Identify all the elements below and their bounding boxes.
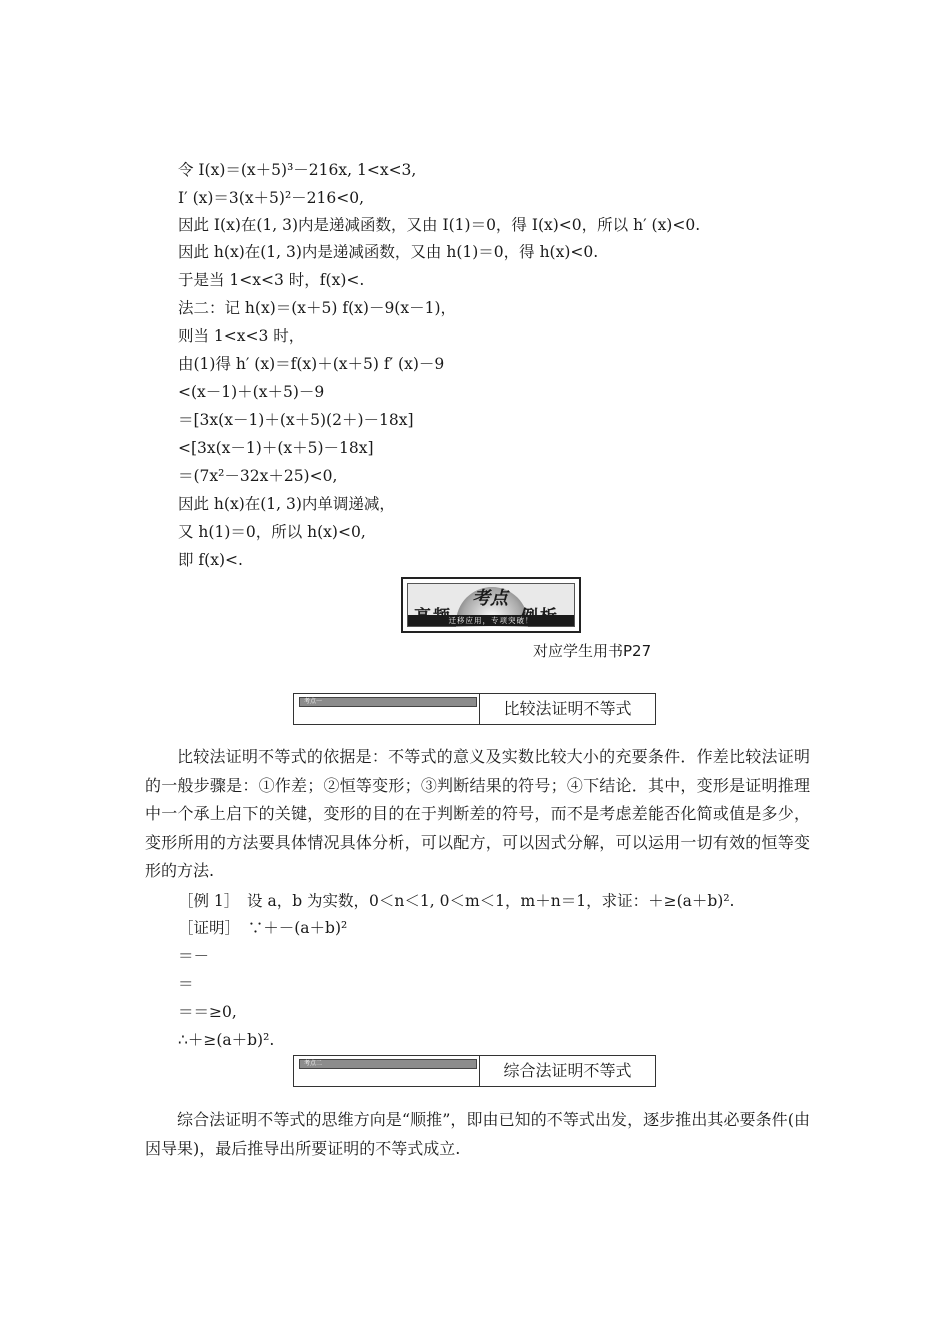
derivation-line: 则当 1<x<3 时， [178, 327, 305, 345]
example-line: ［证明］ ∵＋－(a＋b)² [178, 919, 348, 937]
kaodian-1-title: 比较法证明不等式 [503, 699, 632, 718]
derivation-line: 于是当 1<x<3 时，f(x)<. [178, 271, 365, 289]
derivation-line: 因此 h(x)在(1, 3)内单调递减， [178, 495, 395, 513]
kaodian-1-tab: 考点一 [299, 697, 477, 707]
derivation-line: 即 f(x)<. [178, 551, 243, 569]
derivation-line: ＝(7x²－32x＋25)<0, [178, 467, 338, 485]
derivation-line: 法二：记 h(x)＝(x＋5) f(x)－9(x－1)， [178, 299, 457, 317]
derivation-line: 又 h(1)＝0，所以 h(x)<0, [178, 523, 366, 541]
banner-text-middle: 考点 [472, 588, 508, 609]
paragraph-comparison-method: 比较法证明不等式的依据是：不等式的意义及实数比较大小的充要条件．作差比较法证明的一般步骤是：①作差；②恒等变形；③判断结果的符号；④下结论．其中，变形是证明推理中一个承上启下的关键，变形的目的在于判断差的符号，而不是考虑差能否化简或值是多少，变形所用的方法要具体情况具体分析，可以配方，可以因式分解，可以运用一切有效的恒等变形的方法. [145, 747, 810, 880]
example-line: ＝ [178, 975, 194, 993]
example-line: ＝＝≥0, [178, 1003, 237, 1021]
derivation-line: <(x－1)＋(x＋5)－9 [178, 383, 325, 401]
paragraph-synthesis-method: 综合法证明不等式的思维方向是“顺推”，即由已知的不等式出发，逐步推出其必要条件(由因导果)，最后推导出所要证明的不等式成立. [145, 1110, 810, 1158]
kaodian-1-tab-area [294, 694, 480, 724]
derivation-line: 因此 I(x)在(1, 3)内是递减函数，又由 I(1)＝0，得 I(x)<0，所以 h′ (x)<0. [178, 216, 701, 234]
kaodian-1-header [293, 693, 656, 725]
student-book-reference: 对应学生用书P27 [533, 642, 652, 660]
kaodian-2-title: 综合法证明不等式 [503, 1061, 632, 1080]
banner-strip: 迁移应用，专项突破！ [408, 615, 574, 626]
kaodian-2-header [293, 1055, 656, 1087]
example-line: ［例 1］ 设 a，b 为实数，0＜n＜1, 0＜m＜1，m＋n＝1，求证：＋≥(a＋b)². [178, 892, 735, 910]
derivation-line: 由(1)得 h′ (x)＝f(x)＋(x＋5) f′ (x)－9 [178, 355, 445, 373]
derivation-line: 令 I(x)＝(x＋5)³－216x, 1<x<3, [178, 161, 417, 179]
section-banner [401, 577, 581, 633]
kaodian-2-tab: 考点二 [299, 1059, 477, 1069]
derivation-line: 因此 h(x)在(1, 3)内是递减函数，又由 h(1)＝0，得 h(x)<0. [178, 243, 599, 261]
derivation-line: ＝[3x(x－1)＋(x＋5)(2＋)－18x] [178, 411, 414, 429]
kaodian-2-tab-area [294, 1056, 480, 1086]
derivation-line: <[3x(x－1)＋(x＋5)－18x] [178, 439, 374, 457]
derivation-line: I′ (x)＝3(x＋5)²－216<0, [178, 189, 365, 207]
example-line: ＝－ [178, 947, 210, 965]
example-line: ∴＋≥(a＋b)². [178, 1031, 275, 1049]
banner-inner [407, 583, 575, 627]
